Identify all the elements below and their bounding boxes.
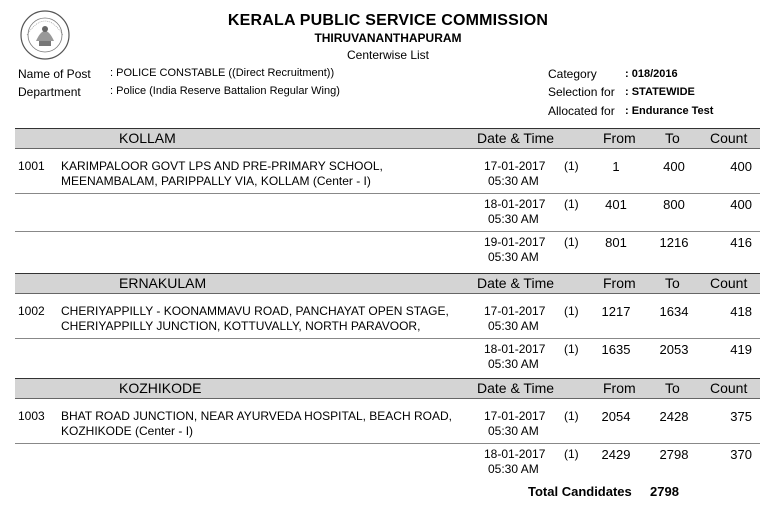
slot-date: 17-01-2017 [484, 409, 546, 423]
col-to: To [665, 380, 680, 396]
list-type: Centerwise List [346, 48, 430, 62]
slot-batch: (1) [564, 197, 579, 211]
slot-time: 05:30 AM [488, 250, 539, 264]
slot-count: 416 [730, 235, 752, 250]
category-label: Category [548, 67, 597, 81]
slot-date: 19-01-2017 [484, 235, 546, 249]
col-date-time: Date & Time [477, 275, 555, 291]
slot-count: 418 [730, 304, 752, 319]
allocated-label: Allocated for [548, 104, 615, 118]
slot-date: 18-01-2017 [484, 447, 546, 461]
city-title: THIRUVANANTHAPURAM [314, 31, 462, 45]
slot-count: 370 [730, 447, 752, 462]
center-address-line1: BHAT ROAD JUNCTION, NEAR AYURVEDA HOSPITAL, BEACH ROAD, [61, 409, 452, 423]
slot-from: 801 [605, 235, 627, 250]
slot-batch: (1) [564, 304, 579, 318]
col-date-time: Date & Time [477, 130, 555, 146]
center-address-line1: CHERIYAPPILLY - KOONAMMAVU ROAD, PANCHAYAT OPEN STAGE, [61, 304, 449, 318]
total-label: Total Candidates [528, 484, 632, 499]
slot-time: 05:30 AM [488, 174, 539, 188]
district-name: KOZHIKODE [119, 380, 202, 396]
col-count: Count [710, 275, 748, 291]
center-address-line2: CHERIYAPPILLY JUNCTION, KOTTUVALLY, NORTH PARAVOOR, [61, 319, 421, 333]
district-name: ERNAKULAM [119, 275, 207, 291]
slot-batch: (1) [564, 409, 579, 423]
category-value: : 018/2016 [625, 68, 678, 80]
selection-value: : STATEWIDE [625, 86, 695, 98]
district-band-kollam [15, 128, 760, 149]
center-code: 1003 [18, 409, 45, 423]
col-to: To [665, 130, 680, 146]
slot-batch: (1) [564, 159, 579, 173]
col-date-time: Date & Time [477, 380, 555, 396]
row-divider [15, 443, 760, 444]
district-band-kozhikode [15, 378, 760, 399]
slot-date: 17-01-2017 [484, 304, 546, 318]
slot-count: 375 [730, 409, 752, 424]
col-from: From [603, 380, 636, 396]
center-address-line2: MEENAMBALAM, PARIPPALLY VIA, KOLLAM (Center - I) [61, 174, 371, 188]
slot-from: 1 [612, 159, 620, 174]
col-count: Count [710, 130, 748, 146]
row-divider [15, 231, 760, 232]
slot-from: 1635 [601, 342, 631, 357]
slot-to: 800 [663, 197, 685, 212]
slot-batch: (1) [564, 342, 579, 356]
slot-count: 400 [730, 197, 752, 212]
slot-date: 18-01-2017 [484, 342, 546, 356]
selection-label: Selection for [548, 85, 615, 99]
slot-to: 2053 [659, 342, 689, 357]
slot-to: 1634 [659, 304, 689, 319]
slot-time: 05:30 AM [488, 357, 539, 371]
slot-count: 400 [730, 159, 752, 174]
center-address-line2: KOZHIKODE (Center - I) [61, 424, 194, 438]
slot-time: 05:30 AM [488, 462, 539, 476]
slot-to: 400 [663, 159, 685, 174]
center-address-line1: KARIMPALOOR GOVT LPS AND PRE-PRIMARY SCHOOL, [61, 159, 383, 173]
slot-from: 2429 [601, 447, 631, 462]
total-value: 2798 [650, 484, 679, 499]
slot-batch: (1) [564, 447, 579, 461]
col-to: To [665, 275, 680, 291]
slot-to: 2798 [659, 447, 689, 462]
slot-from: 401 [605, 197, 627, 212]
slot-time: 05:30 AM [488, 212, 539, 226]
slot-date: 18-01-2017 [484, 197, 546, 211]
slot-from: 2054 [601, 409, 631, 424]
slot-batch: (1) [564, 235, 579, 249]
slot-to: 2428 [659, 409, 689, 424]
col-from: From [603, 275, 636, 291]
col-count: Count [710, 380, 748, 396]
col-from: From [603, 130, 636, 146]
org-title: KERALA PUBLIC SERVICE COMMISSION [227, 12, 549, 29]
post-label: Name of Post [18, 67, 91, 81]
slot-count: 419 [730, 342, 752, 357]
district-band-ernakulam [15, 273, 760, 294]
row-divider [15, 338, 760, 339]
slot-from: 1217 [601, 304, 631, 319]
dept-value: : Police (India Reserve Battalion Regular Wing) [110, 85, 340, 97]
center-code: 1001 [18, 159, 45, 173]
allocated-value: : Endurance Test [625, 105, 714, 117]
slot-time: 05:30 AM [488, 424, 539, 438]
post-value: : POLICE CONSTABLE ((Direct Recruitment)) [110, 67, 335, 79]
slot-time: 05:30 AM [488, 319, 539, 333]
row-divider [15, 193, 760, 194]
district-name: KOLLAM [119, 130, 176, 146]
slot-date: 17-01-2017 [484, 159, 546, 173]
slot-to: 1216 [659, 235, 689, 250]
dept-label: Department [18, 85, 81, 99]
center-code: 1002 [18, 304, 45, 318]
